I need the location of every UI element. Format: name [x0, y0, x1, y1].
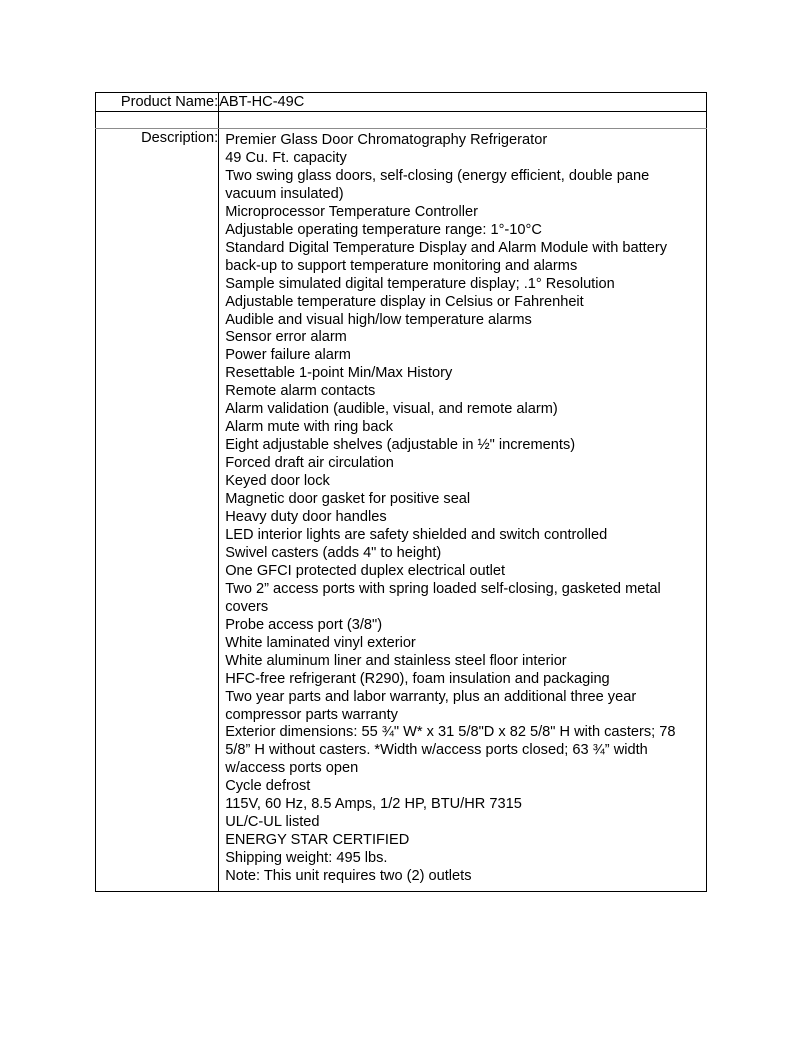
description-line: Standard Digital Temperature Display and Alarm Module with battery back-up to support temperature monitoring and alarms: [225, 239, 668, 274]
description-line: 115V, 60 Hz, 8.5 Amps, 1/2 HP, BTU/HR 7315: [225, 796, 522, 813]
description-line-list: [219, 129, 706, 891]
table-row-description: [96, 129, 707, 892]
description-line: Keyed door lock: [225, 473, 330, 490]
description-line: White laminated vinyl exterior: [225, 634, 416, 651]
table-row-product-name: [96, 93, 707, 112]
description-line: Shipping weight: 495 lbs.: [225, 850, 388, 867]
product-name-label: Product Name:: [96, 93, 219, 112]
description-line: Note: This unit requires two (2) outlets: [225, 868, 472, 885]
description-line: HFC-free refrigerant (R290), foam insulation and packaging: [225, 670, 610, 687]
description-line: LED interior lights are safety shielded and switch controlled: [225, 526, 608, 543]
spec-table-body: [96, 93, 707, 892]
description-line: Forced draft air circulation: [225, 455, 394, 472]
description-line: Audible and visual high/low temperature alarms: [225, 311, 532, 328]
description-line: Remote alarm contacts: [225, 383, 376, 400]
product-spec-table: [95, 92, 707, 892]
description-line: Magnetic door gasket for positive seal: [225, 491, 471, 508]
spacer-cell-right: [219, 112, 707, 129]
table-row-spacer: [96, 112, 707, 129]
description-line: Alarm mute with ring back: [225, 419, 394, 436]
description-line: Cycle defrost: [225, 778, 311, 795]
description-line: Microprocessor Temperature Controller: [225, 203, 478, 220]
description-line: ENERGY STAR CERTIFIED: [225, 832, 410, 849]
description-line: Resettable 1-point Min/Max History: [225, 365, 453, 382]
description-line: Two swing glass doors, self-closing (energy efficient, double pane vacuum insulated): [225, 167, 650, 202]
description-line: Two year parts and labor warranty, plus an additional three year compressor parts warranty: [225, 688, 637, 723]
description-label: Description:: [96, 129, 219, 892]
product-name-value: ABT-HC-49C: [219, 93, 707, 112]
description-line: Sensor error alarm: [225, 329, 347, 346]
description-line: Adjustable operating temperature range: 1°-10°C: [225, 221, 542, 238]
description-line: Eight adjustable shelves (adjustable in ½" increments): [225, 437, 576, 454]
description-line: Power failure alarm: [225, 347, 351, 364]
description-line: Adjustable temperature display in Celsius or Fahrenheit: [225, 293, 584, 310]
description-line: Swivel casters (adds 4" to height): [225, 544, 442, 561]
description-line: Two 2” access ports with spring loaded self-closing, gasketed metal covers: [225, 580, 661, 615]
description-line: Premier Glass Door Chromatography Refrigerator: [225, 132, 548, 148]
description-line: One GFCI protected duplex electrical outlet: [225, 562, 506, 579]
description-line: UL/C-UL listed: [225, 814, 320, 831]
description-line: 49 Cu. Ft. capacity: [225, 149, 347, 166]
description-line: Exterior dimensions: 55 ¾" W* x 31 5/8"D x 82 5/8" H with casters; 78 5/8” H without casters. *Width w/access ports closed; 63 ¾” width w/access ports open: [225, 724, 676, 777]
spacer-cell-left: [96, 112, 219, 129]
description-line: Sample simulated digital temperature display; .1° Resolution: [225, 275, 615, 292]
description-line: White aluminum liner and stainless steel floor interior: [225, 652, 567, 669]
description-line: Alarm validation (audible, visual, and remote alarm): [225, 401, 558, 418]
description-line: Probe access port (3/8"): [225, 616, 383, 633]
description-line: Heavy duty door handles: [225, 509, 387, 526]
description-value: [219, 129, 707, 892]
